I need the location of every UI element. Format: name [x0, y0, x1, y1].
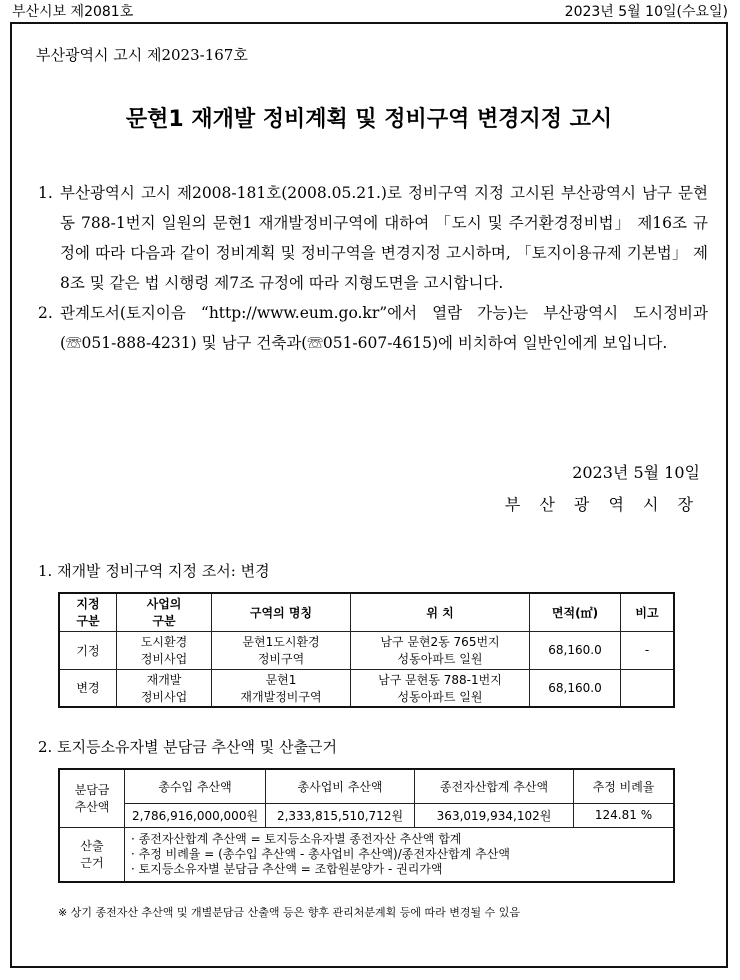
table-header: 구역의 명칭 — [212, 593, 351, 631]
table-row — [59, 827, 674, 882]
basis-cell — [125, 827, 675, 882]
item-number: 2. — [38, 304, 53, 322]
section1-title: 1. 재개발 정비구역 지정 조서: 변경 — [38, 562, 270, 580]
table-cell: 남구 문현2동 765번지 성동아파트 일원 — [351, 631, 530, 669]
table-header: 비고 — [621, 593, 675, 631]
table-cell — [621, 669, 675, 707]
table-cell: 2,333,815,510,712원 — [266, 803, 415, 827]
notice-item — [38, 178, 708, 298]
item-number: 1. — [38, 184, 53, 202]
gazette-header — [12, 0, 728, 22]
table-header: 면적(㎡) — [530, 593, 621, 631]
table-row — [59, 803, 674, 827]
table-cell: 68,160.0 — [530, 631, 621, 669]
notice-number: 부산광역시 고시 제2023-167호 — [36, 46, 248, 64]
notice-item — [38, 298, 708, 358]
table-cell: 363,019,934,102원 — [415, 803, 574, 827]
item-text: 관계도서(토지이음 “http://www.eum.go.kr”에서 열람 가능)는 부산광역시 도시정비과(☏051-888-4231) 및 남구 건축과(☏051-607-4615)에 비치하여 일반인에게 보입니다. — [60, 304, 708, 352]
table-header-row — [59, 769, 674, 803]
table-header: 추정 비례율 — [574, 769, 675, 803]
table-header: 위 치 — [351, 593, 530, 631]
table-header: 종전자산합계 추산액 — [415, 769, 574, 803]
table-row — [59, 669, 674, 707]
basis-line: · 추정 비례율 = (총수입 추산액 - 총사업비 추산액)/종전자산합계 추산액 — [131, 846, 510, 861]
row-label: 산출 근거 — [59, 827, 125, 882]
table-cell: 2,786,916,000,000원 — [125, 803, 266, 827]
table-cell: 문현1도시환경 정비구역 — [212, 631, 351, 669]
basis-line: · 토지등소유자별 분담금 추산액 = 조합원분양가 - 권리가액 — [131, 861, 443, 876]
table-cell: 변경 — [59, 669, 117, 707]
table-header: 지정 구분 — [59, 593, 117, 631]
table-header: 총사업비 추산액 — [266, 769, 415, 803]
table-cell: 문현1 재개발정비구역 — [212, 669, 351, 707]
notice-title: 문현1 재개발 정비계획 및 정비구역 변경지정 고시 — [125, 107, 613, 132]
sign-date: 2023년 5월 10일 — [572, 463, 700, 482]
gazette-issue: 부산시보 제2081호 — [12, 4, 134, 20]
table-cell: 재개발 정비사업 — [117, 669, 212, 707]
item-text: 부산광역시 고시 제2008-181호(2008.05.21.)로 정비구역 지정 고시된 부산광역시 남구 문현동 788-1번지 일원의 문현1 재개발정비구역에 대하여 「도시 및 주거환경정비법」 제16조 규정에 따라 다음과 같이 정비계획 및 정비구역을 변경지정 고시하며, 「토지이용규제 기본법」 제8조 및 같은 법 시행령 제7조 규정에 따라 지형도면을 고시합니다. — [60, 184, 708, 292]
notice-frame — [10, 22, 728, 968]
sign-name: 부 산 광 역 시 장 — [504, 495, 700, 514]
gazette-date: 2023년 5월 10일(수요일) — [564, 4, 728, 20]
basis-line: · 종전자산합계 추산액 = 토지등소유자별 종전자산 추산액 합계 — [131, 831, 462, 846]
table-cell: 기정 — [59, 631, 117, 669]
footnote: ※ 상기 종전자산 추산액 및 개별분담금 산출액 등은 향후 관리처분계획 등에 따라 변경될 수 있음 — [58, 906, 520, 919]
table-cell: 도시환경 정비사업 — [117, 631, 212, 669]
table-cell: - — [621, 631, 675, 669]
section2-title: 2. 토지등소유자별 분담금 추산액 및 산출근거 — [38, 738, 337, 756]
table-cell: 68,160.0 — [530, 669, 621, 707]
table-row — [59, 631, 674, 669]
notice-items — [38, 178, 708, 358]
table-header: 사업의 구분 — [117, 593, 212, 631]
table-cell: 124.81 % — [574, 803, 675, 827]
row-label: 분담금 추산액 — [59, 769, 125, 827]
table-cell: 남구 문현동 788-1번지 성동아파트 일원 — [351, 669, 530, 707]
contribution-table — [58, 768, 675, 883]
designation-table — [58, 592, 675, 708]
table-header-row — [59, 593, 674, 631]
table-header: 총수입 추산액 — [125, 769, 266, 803]
